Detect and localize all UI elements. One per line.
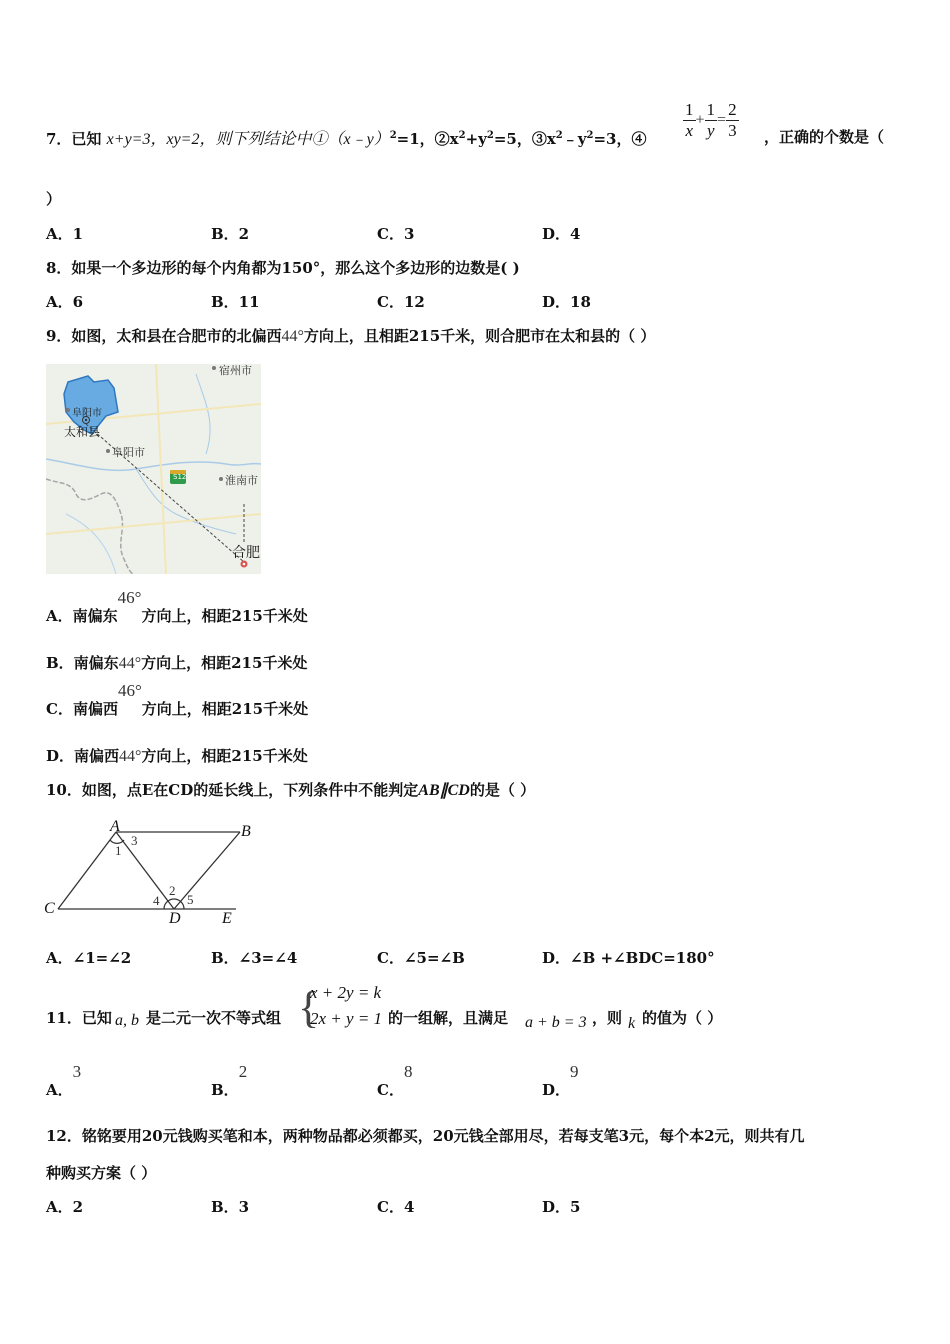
q12-option-d[interactable]: D．5 <box>542 1198 581 1216</box>
q11-cond: a + b = 3 <box>525 1014 587 1031</box>
q7-option-a[interactable]: A．1 <box>46 225 84 243</box>
q7-close-paren: ） <box>46 190 62 208</box>
q10-option-c[interactable]: C．∠5=∠B <box>377 949 465 967</box>
q11-option-d[interactable]: D．9 <box>542 1062 579 1099</box>
q11-k: k <box>628 1015 636 1032</box>
q11-stem-c: 的一组解，且满足 <box>388 1009 509 1027</box>
angle-4-label: 4 <box>153 893 160 908</box>
q7-option-d[interactable]: D．4 <box>542 225 581 243</box>
q12-option-b[interactable]: B．3 <box>211 1198 250 1216</box>
map-label-taihe: 太和县 <box>64 425 101 439</box>
angle-1-label: 1 <box>115 843 122 858</box>
q11-option-b[interactable]: B．2 <box>211 1062 248 1099</box>
q7-option-b[interactable]: B．2 <box>211 225 250 243</box>
q7-stem: 7．已知 x+y=3，xy=2，则下列结论中①（x﹣y）$^2$=1，$②x^2+y^2=5$，$③x^2﹣y^2=3$，④ <box>46 130 647 148</box>
q11-stem-d: ，则 <box>592 1009 623 1027</box>
angle-5-label: 5 <box>187 892 194 907</box>
q7-stem-suffix: ，正确的个数是（ <box>764 128 885 146</box>
q10-figure <box>40 820 270 930</box>
q11-system: x + 2y = k 2x + y = 1 <box>310 983 383 1028</box>
q8-option-a[interactable]: A．6 <box>46 293 84 311</box>
map-label-huainan: 淮南市 <box>225 474 258 487</box>
map-label-fuyang-small: 阜阳市 <box>72 408 102 419</box>
q12-stem-line1: 12．铭铭要用20元钱购买笔和本，两种物品都必须都买，20元钱全部用尽，若每支笔3元，每个本2元，则共有几 <box>46 1127 805 1145</box>
map-label-suzhou: 宿州市 <box>219 364 252 377</box>
q8-option-d[interactable]: D．18 <box>542 293 591 311</box>
q9-option-d[interactable]: D．南偏西44°方向上，相距215千米处 <box>46 747 308 765</box>
label-c: C <box>44 900 55 917</box>
q8-option-b[interactable]: B．11 <box>211 293 260 311</box>
q12-stem-line2: 种购买方案（ ） <box>46 1164 157 1182</box>
label-d: D <box>169 910 181 927</box>
q12-option-c[interactable]: C．4 <box>377 1198 415 1216</box>
q11-stem-e: 的值为（ ） <box>642 1009 723 1027</box>
q10-option-d[interactable]: D．∠B +∠BDC=180° <box>542 949 715 967</box>
q10-option-b[interactable]: B．∠3=∠4 <box>211 949 298 967</box>
q8-stem: 8．如果一个多边形的每个内角都为150°，那么这个多边形的边数是( ) <box>46 259 520 277</box>
map-label-s12: S12 <box>173 473 187 481</box>
q10-stem: 10．如图，点E在CD的延长线上，下列条件中不能判定AB∥CD的是（ ） <box>46 781 536 799</box>
q7-fraction-expression: $\frac{1}{x}$ + $\frac{1}{y}$ = $\frac{2}{3}$ <box>685 100 737 140</box>
q9-option-c[interactable]: C．南偏西46°方向上，相距215千米处 <box>46 681 309 718</box>
q11-stem-b: 是二元一次不等式组 <box>146 1009 282 1027</box>
q11-option-a[interactable]: A．3 <box>46 1062 82 1099</box>
q9-map <box>46 364 261 574</box>
q7-option-c[interactable]: C．3 <box>377 225 415 243</box>
q11-vars: a, b <box>115 1012 139 1029</box>
label-a: A <box>110 818 120 835</box>
q9-option-b[interactable]: B．南偏东44°方向上，相距215千米处 <box>46 654 308 672</box>
label-e: E <box>222 910 232 927</box>
q11-brace: { <box>298 983 320 1032</box>
q11-stem-a: 11．已知 <box>46 1009 112 1027</box>
q9-option-a[interactable]: A．南偏东46°方向上，相距215千米处 <box>46 588 308 625</box>
label-b: B <box>241 823 251 840</box>
q11-option-c[interactable]: C．8 <box>377 1062 413 1099</box>
map-label-fuyang: 阜阳市 <box>112 446 145 459</box>
q8-option-c[interactable]: C．12 <box>377 293 425 311</box>
q12-option-a[interactable]: A．2 <box>46 1198 84 1216</box>
angle-3-label: 3 <box>131 833 138 848</box>
map-label-hefei: 合肥 <box>232 545 260 561</box>
q10-option-a[interactable]: A．∠1=∠2 <box>46 949 132 967</box>
angle-2-label: 2 <box>169 883 176 898</box>
q9-stem: 9．如图，太和县在合肥市的北偏西44°方向上，且相距215千米，则合肥市在太和县的（ ） <box>46 327 656 345</box>
